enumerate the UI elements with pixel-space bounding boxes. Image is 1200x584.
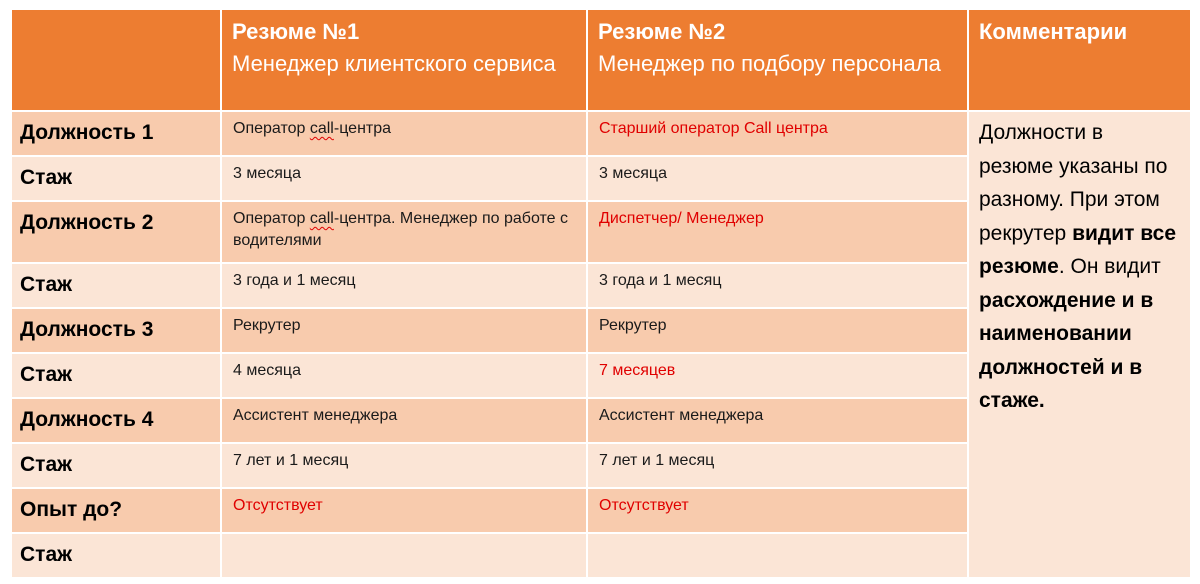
row-label-cell [11,201,221,263]
resume-2-value: Старший оператор Call центра [599,120,828,137]
table-row [11,111,1191,156]
resume-1-value: 7 лет и 1 месяц [233,452,349,469]
resume-2-value: 3 месяца [599,165,667,182]
resume-1-cell [221,488,587,533]
resume-1-cell [221,263,587,308]
resume-1-title: Резюме №1 [232,19,360,44]
resume-1-value: Оператор call-центра [233,120,392,137]
comment-bold-2: расхождение и в наименовании должностей и в стаже. [979,288,1154,412]
resume-1-cell [221,111,587,156]
row-label-cell [11,398,221,443]
resume-comparison-table [10,8,1192,579]
row-label: Стаж [20,363,73,386]
resume-2-cell [587,443,968,488]
resume-1-value: Ассистент менеджера [233,407,398,424]
comment-cell [968,111,1191,578]
resume-1-cell [221,201,587,263]
row-label: Должность 4 [20,408,154,431]
row-label-cell [11,263,221,308]
resume-2-value: Ассистент менеджера [599,407,764,424]
resume-2-cell [587,156,968,201]
resume-2-cell [587,308,968,353]
row-label-cell [11,308,221,353]
row-label: Должность 1 [20,121,154,144]
resume-2-value: 3 года и 1 месяц [599,272,722,289]
resume-2-cell [587,533,968,578]
row-label: Стаж [20,273,73,296]
resume-1-cell [221,156,587,201]
row-label-cell [11,353,221,398]
resume-2-value: Отсутствует [599,497,689,514]
resume-2-cell [587,201,968,263]
resume-1-cell [221,353,587,398]
resume-2-value: Диспетчер/ Менеджер [599,210,764,227]
header-empty-cell [11,9,221,111]
resume-2-cell [587,353,968,398]
comment-text: Должности в резюме указаны по разному. При этом рекрутер видит все резюме. Он видит расхождение и в наименовании должностей и в стаже. [979,121,1177,412]
row-label: Опыт до? [20,498,123,521]
resume-2-value [588,534,967,540]
resume-2-value: Рекрутер [599,317,667,334]
resume-2-cell [587,111,968,156]
resume-1-value: 4 месяца [233,362,301,379]
table-header-row [11,9,1191,111]
resume-1-cell [221,443,587,488]
resume-1-cell [221,533,587,578]
resume-2-cell [587,488,968,533]
row-label: Должность 2 [20,211,154,234]
resume-2-cell [587,263,968,308]
comments-title: Комментарии [979,19,1128,44]
resume-2-subtitle: Менеджер по подбору персонала [598,51,941,76]
header-resume-2 [587,9,968,111]
row-label: Стаж [20,453,73,476]
row-label-cell [11,488,221,533]
row-label: Стаж [20,166,73,189]
row-label: Должность 3 [20,318,154,341]
resume-1-value: 3 месяца [233,165,301,182]
header-comments [968,9,1191,111]
row-label-cell [11,443,221,488]
resume-1-value: Оператор call-центра. Менеджер по работе с водителями [233,210,568,249]
resume-2-cell [587,398,968,443]
comment-bold-1: видит все резюме [979,221,1177,278]
row-label-cell [11,156,221,201]
header-resume-1 [221,9,587,111]
resume-1-value: 3 года и 1 месяц [233,272,356,289]
resume-2-value: 7 лет и 1 месяц [599,452,715,469]
resume-1-value [222,534,586,540]
resume-2-title: Резюме №2 [598,19,726,44]
resume-1-cell [221,308,587,353]
resume-1-value: Рекрутер [233,317,301,334]
row-label-cell [11,533,221,578]
row-label-cell [11,111,221,156]
resume-1-subtitle: Менеджер клиентского сервиса [232,51,556,76]
row-label: Стаж [20,543,73,566]
resume-1-cell [221,398,587,443]
resume-1-value: Отсутствует [233,497,323,514]
resume-2-value: 7 месяцев [599,362,676,379]
